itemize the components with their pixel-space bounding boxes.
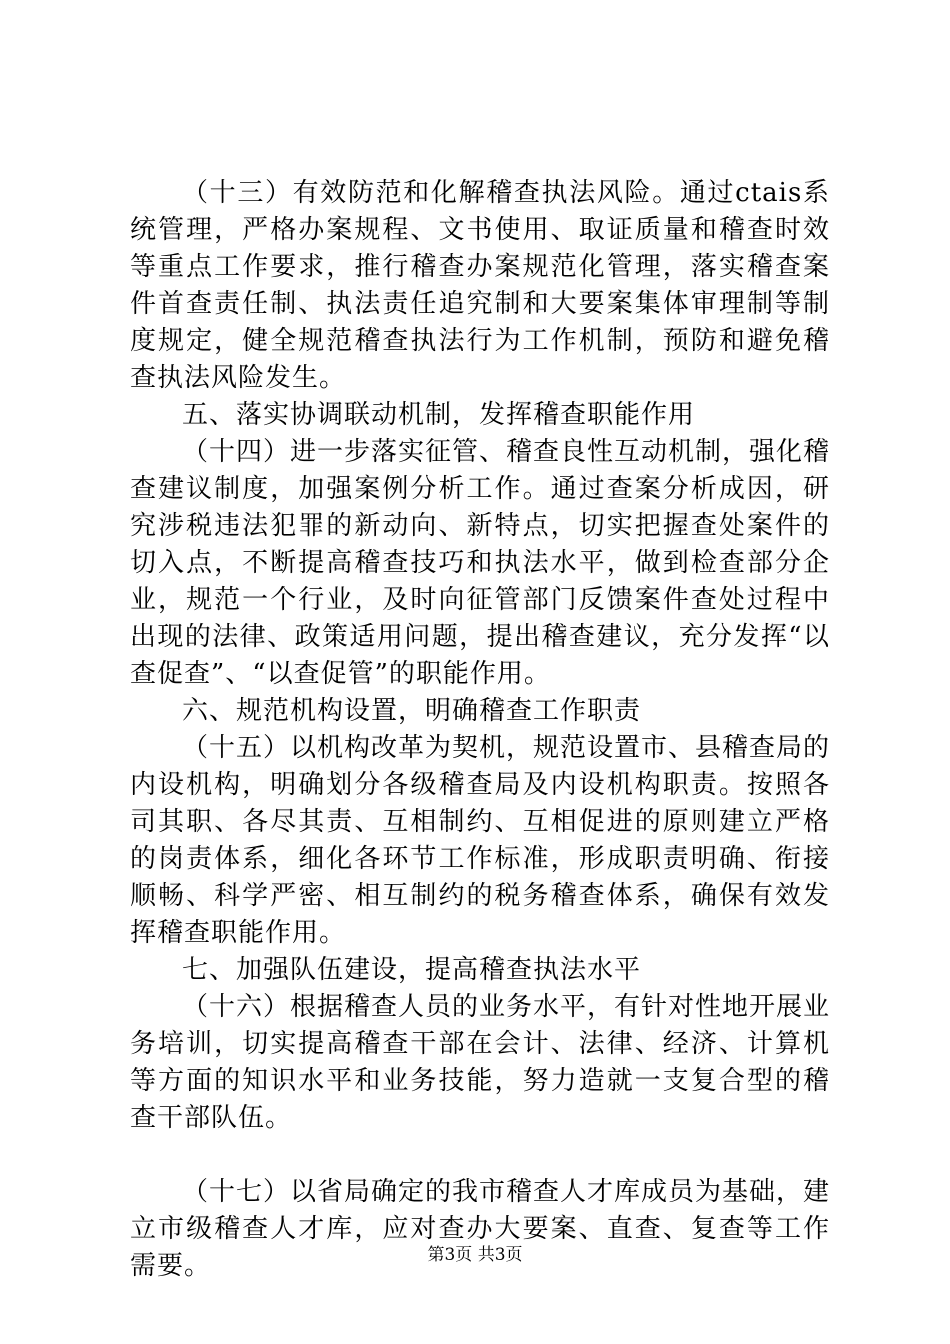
paragraph-14: （十四）进一步落实征管、稽查良性互动机制，强化稽查建议制度，加强案例分析工作。通过查案分析成因，研究涉税违法犯罪的新动向、新特点，切实把握查处案件的切入点，不断提高稽查技巧和执法水平，做到检查部分企业，规范一个行业，及时向征管部门反馈案件查处过程中出现的法律、政策适用问题，提出稽查建议，充分发挥“以查促查”、“以查促管”的职能作用。 [130,437,831,689]
paragraph-16: （十六）根据稽查人员的业务水平，有针对性地开展业务培训，切实提高稽查干部在会计、法律、经济、计算机等方面的知识水平和业务技能，努力造就一支复合型的稽查干部队伍。 [130,992,831,1133]
paragraph-15: （十五）以机构改革为契机，规范设置市、县稽查局的内设机构，明确划分各级稽查局及内设机构职责。按照各司其职、各尽其责、互相制约、互相促进的原则建立严格的岗责体系，细化各环节工作标准，形成职责明确、衔接顺畅、科学严密、相互制约的税务稽查体系，确保有效发挥稽查职能作用。 [130,733,831,948]
document-body [130,175,830,1285]
page-footer: 第3页 共3页 [427,1245,523,1265]
section-heading-5: 五、落实协调联动机制，发挥稽查职能作用 [182,400,696,430]
section-heading-7: 七、加强队伍建设，提高稽查执法水平 [182,955,642,985]
paragraph-13: （十三）有效防范和化解稽查执法风险。通过ctais系统管理，严格办案规程、文书使用、取证质量和稽查时效等重点工作要求，推行稽查办案规范化管理，落实稽查案件首查责任制、执法责任追究制和大要案集体审理制等制度规定，健全规范稽查执法行为工作机制，预防和避免稽查执法风险发生。 [130,178,830,393]
paragraph-gap [130,1137,830,1174]
section-heading-6: 六、规范机构设置，明确稽查工作职责 [182,696,642,726]
paragraph-17: （十七）以省局确定的我市稽查人才库成员为基础，建立市级稽查人才库，应对查办大要案、直查、复查等工作需要。 [130,1177,831,1281]
